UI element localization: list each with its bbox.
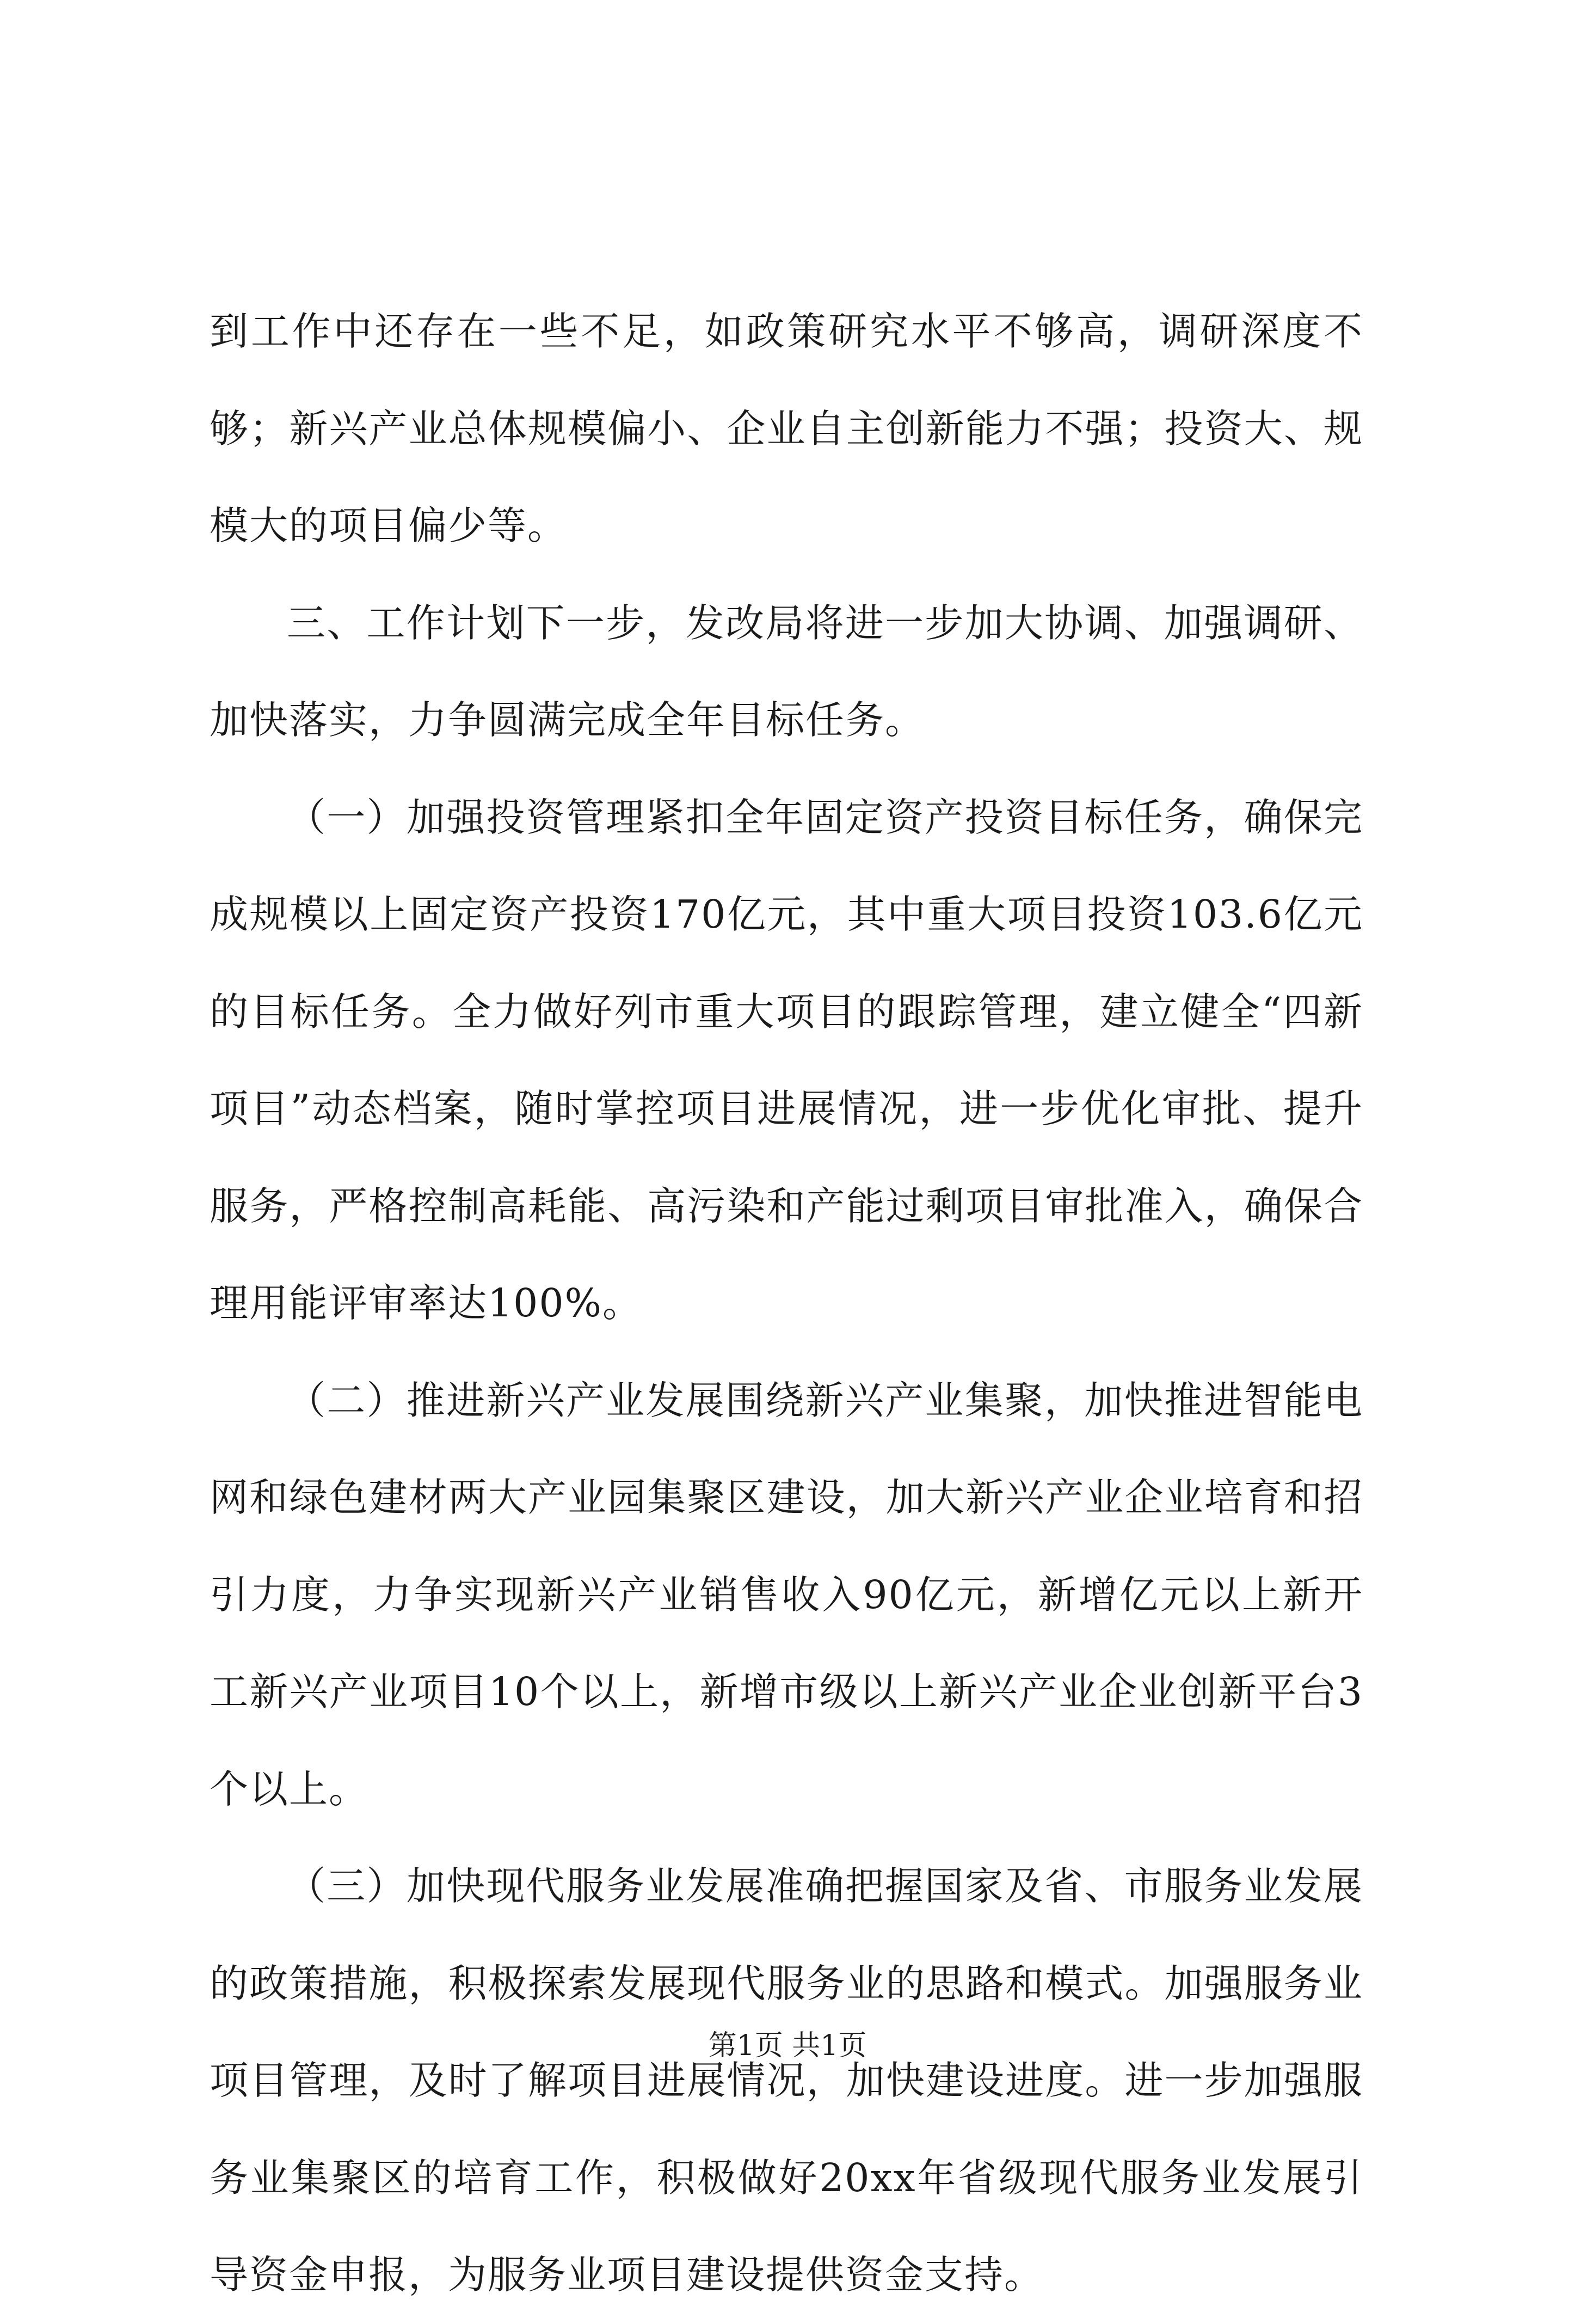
paragraph-modern-services: （三）加快现代服务业发展准确把握国家及省、市服务业发展的政策措施，积极探索发展现代服务业的思路和模式。加强服务业项目管理，及时了解项目进展情况，加快建设进度。进一步加强服务业集聚区的培育工作，积极做好20xx年省级现代服务业发展引导资金申报，为服务业项目建设提供资金支持。 — [210, 1863, 1363, 2297]
paragraph-continuation: 到工作中还存在一些不足，如政策研究水平不够高，调研深度不够；新兴产业总体规模偏小、企业自主创新能力不强；投资大、规模大的项目偏少等。 — [210, 309, 1363, 548]
page-footer: 第1页 共1页 — [708, 2029, 867, 2062]
paragraph-work-plan: 三、工作计划下一步，发改局将进一步加大协调、加强调研、加快落实，力争圆满完成全年目标任务。 — [210, 600, 1363, 743]
document-body — [210, 283, 1363, 2324]
paragraph-emerging-industries: （二）推进新兴产业发展围绕新兴产业集聚，加快推进智能电网和绿色建材两大产业园集聚区建设，加大新兴产业企业培育和招引力度，力争实现新兴产业销售收入90亿元，新增亿元以上新开工新兴产业项目10个以上，新增市级以上新兴产业企业创新平台3个以上。 — [210, 1377, 1363, 1812]
paragraph-investment-management: （一）加强投资管理紧扣全年固定资产投资目标任务，确保完成规模以上固定资产投资170亿元，其中重大项目投资103.6亿元的目标任务。全力做好列市重大项目的跟踪管理，建立健全“四新项目”动态档案，随时掌控项目进展情况，进一步优化审批、提升服务，严格控制高耗能、高污染和产能过剩项目审批准入，确保合理用能评审率达100%。 — [210, 794, 1363, 1326]
